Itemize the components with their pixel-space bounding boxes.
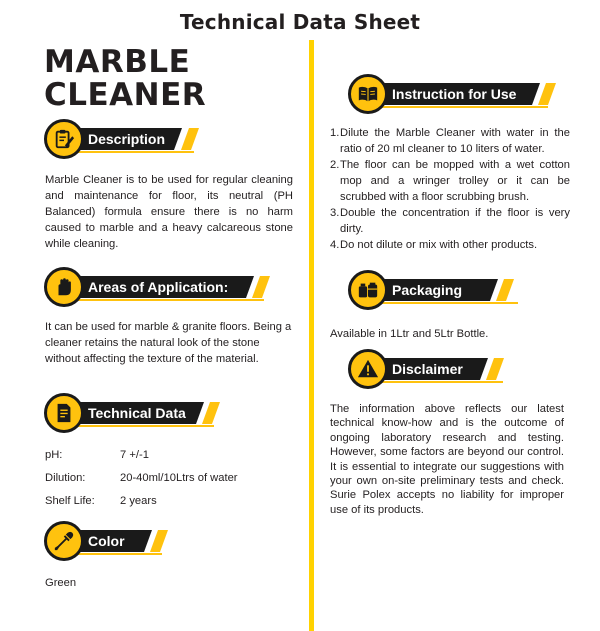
- description-heading: Description: [88, 131, 166, 147]
- packaging-banner: [348, 270, 518, 310]
- spec-value: 2 years: [120, 495, 157, 507]
- packaging-text: Available in 1Ltr and 5Ltr Bottle.: [330, 328, 489, 340]
- application-heading: Areas of Application:: [88, 279, 229, 295]
- color-banner: [44, 521, 162, 561]
- disclaimer-heading: Disclaimer: [392, 361, 463, 377]
- list-item: 1. Dilute the Marble Cleaner with water in the ratio of 20 ml cleaner to 10 liters of water.: [330, 127, 570, 155]
- technical-heading: Technical Data: [88, 405, 186, 421]
- glove-icon: [44, 267, 84, 307]
- spec-value: 20-40ml/10Ltrs of water: [120, 472, 238, 484]
- column-divider: [309, 40, 314, 631]
- instructions-banner: [348, 74, 548, 114]
- clipboard-pen-icon: [44, 119, 84, 159]
- application-text: It can be used for marble & granite floors. Being a cleaner retains the natural look of the stone without affecting the texture of the material.: [45, 321, 292, 365]
- list-item: 3. Double the concentration if the floor is very dirty.: [330, 207, 570, 235]
- technical-banner: [44, 393, 214, 433]
- color-heading: Color: [88, 533, 125, 549]
- instructions-list: [330, 125, 570, 253]
- product-name-line-2: CLEANER: [44, 77, 207, 113]
- page-title: Technical Data Sheet: [179, 10, 421, 34]
- list-item: 2. The floor can be mopped with a wet cotton mop and a wringer trolley or it can be scrubbed with a floor scrubbing brush.: [330, 159, 570, 203]
- color-text: Green: [45, 577, 77, 589]
- open-book-icon: [348, 74, 388, 114]
- warning-icon: [348, 349, 388, 389]
- instructions-heading: Instruction for Use: [392, 86, 517, 102]
- description-banner: [44, 119, 194, 159]
- disclaimer-banner: [348, 349, 503, 389]
- spec-label: Shelf Life:: [45, 495, 95, 507]
- dropper-icon: [44, 521, 84, 561]
- containers-icon: [348, 270, 388, 310]
- document-icon: [44, 393, 84, 433]
- disclaimer-text: The information above reflects our latest technical know-how and is the outcome of ongoing laboratory research and testing. However, some factors are beyond our control. It is essential to integrate our suggestions with your own on-site preliminary tests and check. Surie Polex accepts no liability for improper use of its products.: [330, 403, 564, 516]
- packaging-heading: Packaging: [392, 282, 463, 298]
- spec-value: 7 +/-1: [120, 449, 149, 461]
- description-text: Marble Cleaner is to be used for regular cleaning and maintenance for floor, its neutral (PH Balanced) formula ensure there is no harm caused to marble and a heavy calcareous stone while cleaning.: [45, 174, 293, 250]
- spec-label: Dilution:: [45, 472, 86, 484]
- list-item: 4. Do not dilute or mix with other products.: [330, 239, 538, 251]
- spec-label: pH:: [45, 449, 63, 461]
- application-banner: [44, 267, 264, 307]
- product-name: [44, 46, 206, 112]
- product-name-line-1: MARBLE: [44, 44, 191, 80]
